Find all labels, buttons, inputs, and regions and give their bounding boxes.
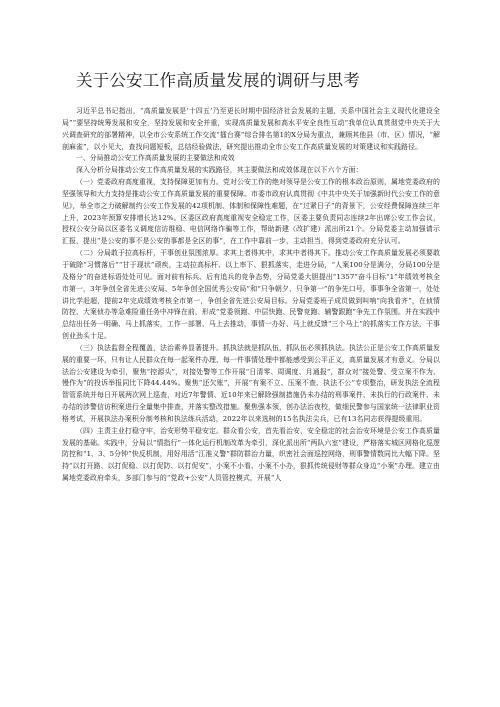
intro-paragraph: 习近平总书记指出，“高质量发展是‘十四五’乃至更长时期中国经济社会发展的主题，关系中国社会主义现代化建设全局”“要坚持统筹发展和安全，坚持发展和安全并重，实现高质量发展和高水平安全良性互动”我单位认真贯彻党中央关于大兴调查研究的部署精神，以全市公安系统工作交流“擂台赛”综合排名第1的X分局为重点，兼顾其他县（市、区）情况，“解剖麻雀”，以小见大，查找问题短板，总结经验做法，研究提出推动全市公安工作高质量发展的对策建议和实践路径。 bbox=[62, 107, 440, 151]
section1-lead-paragraph: 深入分析分局推动公安工作高质量发展的实践路径，其主要做法和成效体现在以下六个方面： bbox=[76, 166, 363, 175]
document-title: 关于公安工作高质量发展的调研与思考 bbox=[76, 71, 360, 90]
item2-paragraph: （二）分局敢于拉高标杆，干事创业氛围浓厚。求其上者得其中，求其中者得其下。推动公安工作高质量发展必须要敢于破除“习惯落后”“甘于现状”顽疾，主动拉高标杆、以上率下、狠抓落实，走进分局，“人案100分是满分，分局100分是及格分”的奋进标语处处可见。面对前有标兵、后有追兵的竞争态势，分局党委大胆提出“1357”奋斗目标“1”年绩效考核全市第一，3年争创全省先进公安局、5年争创全国优秀公安局”和“只争朝夕、只争第一”的争先口号，事事争全省第一，处处讲比学赶超，提前2年完成绩效考核全市第一，争创全省先进公安局目标。分局党委班子成员做到叫响“向我看齐”，在侦情防控、大案侦办等急难险重任务中冲锋在前，形成“党委领跑、中层快跑、民警竞跑、辅警跟跑”争先工作氛围。并在实践中总结出任务一明确、马上抓落实，工作一部署、马上去推动，事情一办好、马上就反馈“三个马上”的抓落实工作方法，干事创业劲头十足。 bbox=[62, 249, 440, 341]
item1-paragraph: （一）党委政府高度重视，支持保障更加有力。党对公安工作的绝对领导是公安工作的根本政治原则，属地党委政府的坚强领导和大力支持是推动公安工作高质量发展的重要保障。市委市政府认真贯彻《中共中央关于加强新时代公安工作的意见》，举全市之力破解制约公安工作发展的42项机制、体制和保障性难题，在“过紧日子”的背景下，公安经费保障连续三年上升，2023年预算安排增长达12%。区委区政府高度重视安全稳定工作，区委主要负责同志连续2年出席公安工作会议，授权公安分局以区委名义调度信访维稳、电信网络诈骗等工作，帮助新建（改扩建）派出所21个。分局党委主动加强请示汇报，提出“是公安的事不是公安的事都是全区的事”，在工作中靠前一步，主动担当，得到党委政府充分认可。 bbox=[62, 178, 440, 246]
item4-paragraph: （四）主责主业打稳守牢，治安形势平稳安定。群众看公安，首先看治安，安全稳定的社会治安环境是公安工作高质量发展的基础。实践中，分局以“情指行”一体化运行机制改革为牵引，深化派出所“两队六室”建设，严格落实城区网格化巡逻防控和“1、3、5分钟”快反机制，用好用活“江淮义警”群防群治力量，织密社会面巡控网络，刑事警情数同比大幅下降。坚持“以打开路、以打促稳、以打促防、以打促安”，小案不小看、小案不小办，狠抓传统侵财等群众身边“小案”办理。建立由属地党委政府牵头，多部门参与的“党政+公安”人员管控模式，开展“人 bbox=[62, 426, 440, 483]
document-page bbox=[62, 70, 440, 485]
section1-heading: 一、分局推动公安工作高质量发展的主要做法和成效 bbox=[76, 154, 235, 163]
item3-paragraph: （三）执法监督全程覆盖，法治素养显著提升。抓执法就是抓队伍，抓队伍必须抓执法。执法公正是公安工作高质量发展的重要一环，只有让人民群众在每一起案件办理、每一件事情处理中都能感受到公平正义，高质量发展才有意义。分局以法治公安建设为牵引，聚焦“控源头”，对接处警等工作开展“日清零、周调度、月通报”，群众对“接处警、受立案不作为、慢作为”的投诉举报同比下降44.44%。聚焦“还欠账”，开展“有案不立、压案不查、执法不公”专项整治，研发执法全流程智管系统并每日开展两次网上巡查，对近7年警情、近10年来已解除强制措施仍未办结的刑事案件、未执行的行政案件、未办结的涉警信访积案进行全量集中排查，并落实整改措施。聚焦强本领，创办法治夜校，做细民警参与国家统一法律职业资格考试，开展执法办案积分制考核和执法练兵活动，2022年以来选树的15名执法尖兵，已有13名同志获得提级重用。 bbox=[62, 343, 440, 423]
